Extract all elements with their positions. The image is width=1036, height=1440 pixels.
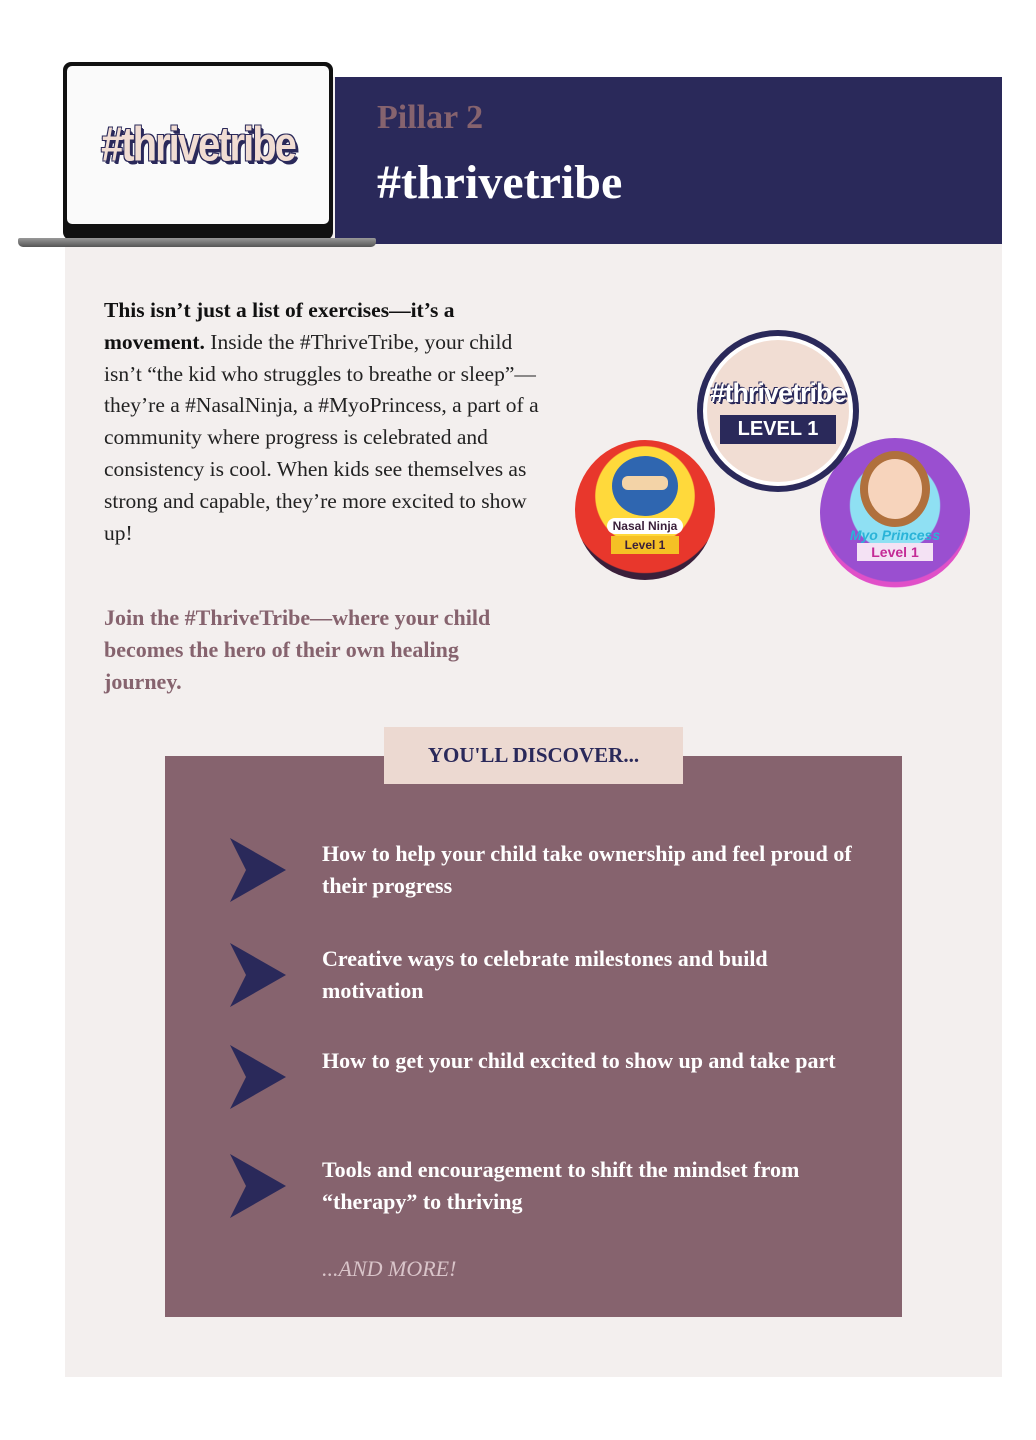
ninja-badge-title: Nasal Ninja xyxy=(607,518,684,534)
chevron-right-icon xyxy=(230,1045,286,1109)
thrivetribe-level-badge xyxy=(697,330,859,492)
laptop-logo: #thrivetribe xyxy=(101,118,295,171)
and-more-text: ...AND MORE! xyxy=(322,1256,457,1281)
pillar-label: Pillar 2 xyxy=(377,99,484,136)
intro-text: Inside the #ThriveTribe, your child isn’t “the kid who struggles to breathe or sleep”—they’re a #NasalNinja, a #MyoPrincess, a part of a community where progress is celebrated and consistency is cool. When kids see themselves as strong and capable, they’re more excited to show up! xyxy=(104,329,539,545)
main-badge-title: #thrivetribe xyxy=(710,378,846,408)
myo-princess-badge xyxy=(820,438,970,588)
nasal-ninja-badge xyxy=(575,440,715,580)
princess-illustration xyxy=(868,459,922,519)
list-item-text: How to help your child take ownership and feel proud of their progress xyxy=(322,841,852,898)
list-item-text: Tools and encouragement to shift the mindset from “therapy” to thriving xyxy=(322,1157,800,1214)
ninja-badge-level: Level 1 xyxy=(611,536,680,554)
list-item-text: How to get your child excited to show up and take part xyxy=(322,1048,836,1073)
join-callout: Join the #ThriveTribe—where your child becomes the hero of their own healing journey. xyxy=(104,605,491,694)
ninja-illustration xyxy=(612,456,678,516)
intro-bold: This isn’t just a list of exercises—it’s a movement. xyxy=(104,298,455,354)
intro-paragraph xyxy=(104,295,549,549)
myo-badge-title: Myo Princess xyxy=(849,527,941,543)
laptop-image xyxy=(63,62,333,240)
discover-label: YOU'LL DISCOVER... xyxy=(384,727,683,784)
page-title: #thrivetribe xyxy=(377,156,623,209)
myo-badge-level: Level 1 xyxy=(857,543,932,561)
laptop-base xyxy=(18,238,376,247)
chevron-right-icon xyxy=(230,943,286,1007)
chevron-right-icon xyxy=(230,838,286,902)
header-banner xyxy=(335,77,1002,244)
main-badge-level: LEVEL 1 xyxy=(720,415,837,444)
chevron-right-icon xyxy=(230,1154,286,1218)
list-item-text: Creative ways to celebrate milestones and build motivation xyxy=(322,946,768,1003)
